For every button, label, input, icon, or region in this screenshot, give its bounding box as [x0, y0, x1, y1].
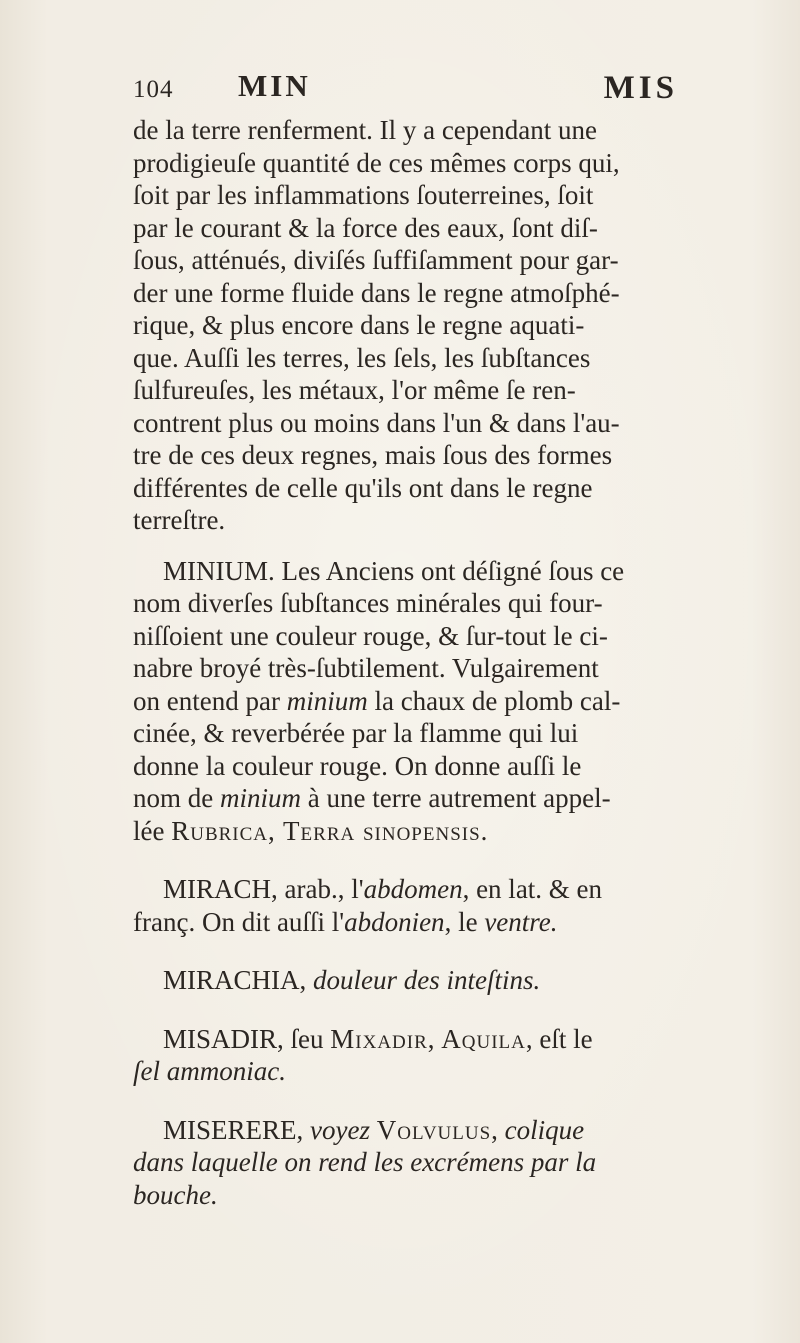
- small-caps-term: Volvulus: [376, 1114, 492, 1145]
- text-line: tre de ces deux regnes, mais ſous des formes: [133, 440, 613, 470]
- text-line: de la terre renferment. Il y a cependant une: [133, 115, 597, 145]
- small-caps-term: Mixadir: [330, 1023, 428, 1054]
- text-line: contrent plus ou moins dans l'un & dans l'au-: [133, 407, 620, 438]
- italic-definition: dans laquelle on rend les excrémens par la: [133, 1147, 597, 1177]
- continuation-paragraph: [133, 114, 673, 537]
- text-line: rique, & plus encore dans le regne aquati-: [133, 310, 585, 340]
- text-line: [133, 1055, 673, 1088]
- text-line: nom diverſes ſubſtances minérales qui four-: [133, 588, 603, 618]
- entry-misadir: [133, 1023, 673, 1088]
- italic-definition: colique: [504, 1114, 585, 1145]
- text-line: lée Rubrica, Terra sinopensis.: [133, 815, 489, 846]
- entry-headword: MIRACH: [163, 874, 272, 904]
- text-line: nabre broyé très-ſubtilement. Vulgairement: [133, 653, 599, 683]
- header-left-word: MIN: [238, 68, 311, 103]
- text-line: ſulfureuſes, les métaux, l'or même ſe ren-: [133, 375, 576, 405]
- text-line: MISADIR, ſeu Mixadir, Aquila, eſt le: [163, 1023, 593, 1054]
- text-line: der une forme fluide dans le regne atmoſphé-: [133, 277, 620, 308]
- italic-term: ventre.: [484, 906, 558, 937]
- header-right-word: MIS: [603, 70, 678, 106]
- text-line: nom de minium à une terre autrement appel-: [133, 783, 611, 813]
- entry-miserere: [133, 1114, 673, 1212]
- entry-headword: MISERERE: [163, 1114, 297, 1145]
- entry-headword: MINIUM.: [163, 555, 275, 586]
- italic-term: abdonien: [344, 906, 445, 937]
- entry-headword: MIRACHIA: [163, 965, 300, 995]
- text-line: on entend par minium la chaux de plomb cal-: [133, 685, 621, 716]
- entry-headword: MISADIR: [163, 1023, 278, 1054]
- page-number: 104: [133, 76, 174, 103]
- text-line: MINIUM. Les Anciens ont déſigné ſous ce: [163, 555, 625, 586]
- text-line: prodigieuſe quantité de ces mêmes corps qui,: [133, 147, 620, 178]
- entry-minium: [133, 555, 673, 848]
- italic-term: minium: [220, 783, 301, 813]
- text-line: cinée, & reverbérée par la flamme qui lui: [133, 718, 579, 748]
- text-line: MISERERE, voyez Volvulus, colique: [163, 1114, 585, 1145]
- text-line: par le courant & la force des eaux, ſont diſ-: [133, 212, 598, 243]
- italic-term: abdomen: [363, 874, 463, 904]
- running-header: [133, 68, 678, 108]
- text-line: [133, 1179, 673, 1212]
- entry-mirachia: [133, 964, 673, 997]
- text-line: niſſoient une couleur rouge, & ſur-tout le ci-: [133, 620, 608, 651]
- body-text: [133, 114, 673, 1211]
- cross-reference: voyez: [310, 1114, 370, 1145]
- text-line: terreſtre.: [133, 505, 226, 535]
- text-line: que. Auſſi les terres, les ſels, les ſubſtances: [133, 342, 591, 373]
- text-line: ſoit par les inflammations ſouterreines, ſoit: [133, 180, 594, 210]
- text-line: donne la couleur rouge. On donne auſſi le: [133, 750, 582, 781]
- italic-definition: douleur des inteſtins.: [313, 965, 541, 995]
- text-line: MIRACH, arab., l'abdomen, en lat. & en: [163, 874, 603, 904]
- italic-definition: ſel ammoniac.: [133, 1056, 286, 1086]
- italic-definition: bouche.: [133, 1179, 218, 1210]
- small-caps-term: Aquila: [441, 1023, 526, 1054]
- text-line: différentes de celle qu'ils ont dans le regne: [133, 472, 593, 503]
- text-line: MIRACHIA, douleur des inteſtins.: [163, 965, 541, 995]
- text-line: franç. On dit auſſi l'abdonien, le ventre.: [133, 906, 558, 937]
- text-line: [133, 1146, 673, 1179]
- italic-term: minium: [286, 685, 368, 716]
- small-caps-term: Rubrica, Terra sinopensis.: [171, 815, 489, 846]
- text-line: ſous, atténués, diviſés ſuffiſamment pour gar-: [133, 245, 619, 275]
- entry-mirach: [133, 873, 673, 938]
